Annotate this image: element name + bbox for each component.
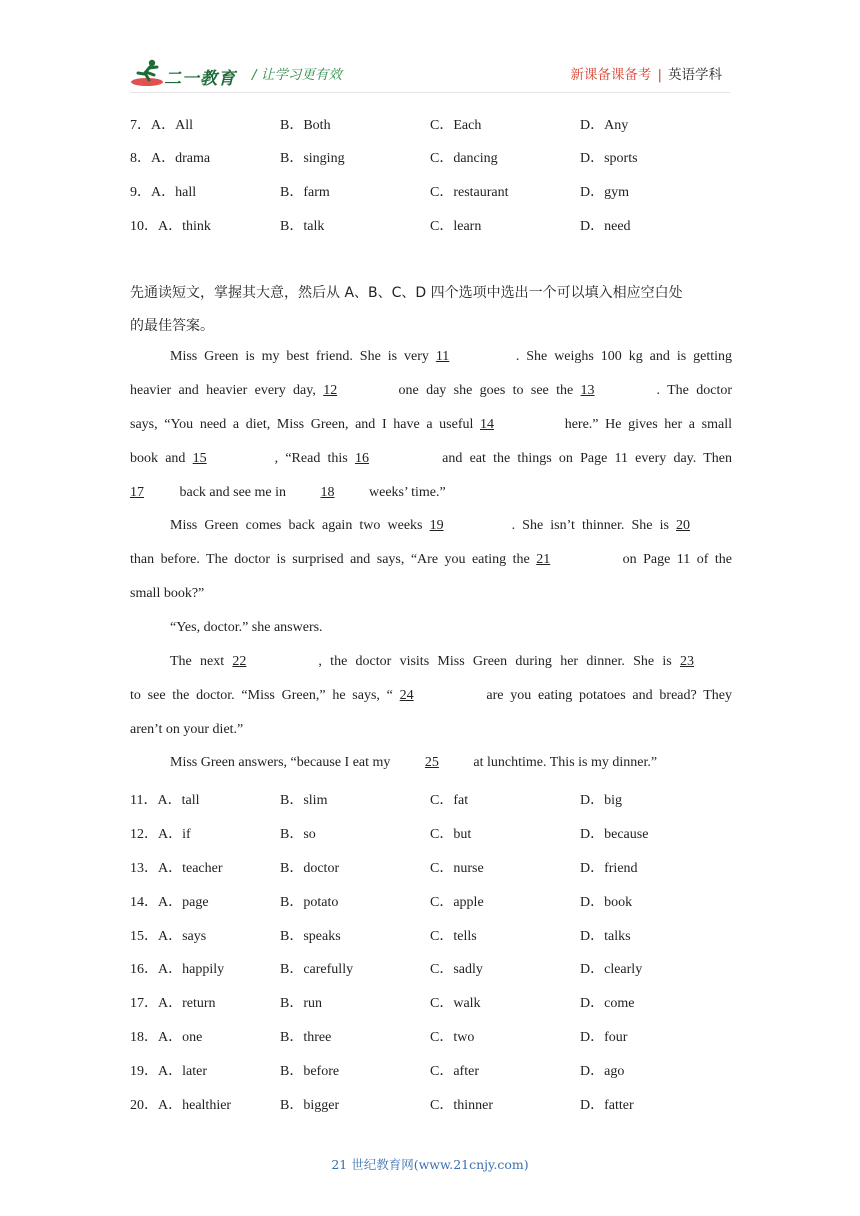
passage-text: on Page 11 of the	[616, 552, 732, 567]
passage-line: small book?”	[130, 586, 205, 601]
option-b: B．potato	[280, 895, 339, 910]
option-b: B．before	[280, 1064, 340, 1079]
option-c: C．Each	[430, 118, 482, 133]
passage-line	[130, 383, 732, 405]
option-d: D．ago	[580, 1064, 625, 1079]
slogan: / 让学习更有效	[252, 67, 342, 83]
option-b: B．run	[280, 996, 322, 1011]
passage-text: are you eating potatoes and bread? They	[479, 688, 732, 703]
option-row-18	[130, 1026, 750, 1046]
header-subject-label: 英语学科	[668, 67, 722, 83]
option-d: D．fatter	[580, 1098, 634, 1113]
option-a: 20．A．healthier	[130, 1098, 232, 1113]
option-c: C．thinner	[430, 1098, 493, 1113]
option-row-11	[130, 789, 750, 809]
option-c: C．tells	[430, 929, 477, 944]
option-row-8	[130, 147, 750, 167]
option-row-9	[130, 181, 750, 201]
passage-text: . She isn’t thinner. She is	[511, 518, 677, 533]
passage-text: weeks’ time.”	[365, 485, 446, 500]
passage-text: here.” He gives her a small	[558, 417, 732, 432]
option-b: B．singing	[280, 151, 345, 166]
instructions-line-1: 先通读短文，掌握其大意，然后从 A、B、C、D 四个选项中选出一个可以填入相应空白处	[130, 285, 683, 301]
option-b: B．bigger	[280, 1098, 340, 1113]
blank-19: 19	[429, 518, 444, 533]
blank-12: 12	[323, 383, 338, 398]
option-c: C．learn	[430, 219, 482, 234]
passage-text: to see the doctor. “Miss Green,” he says, “	[130, 688, 400, 703]
logo-text: 二一教育	[164, 69, 236, 89]
option-a: 16．A．happily	[130, 962, 225, 977]
passage-text: , the doctor visits Miss Green during her dinner. She is	[318, 654, 680, 669]
passage-text: than before. The doctor is surprised and says, “Are you eating the	[130, 552, 537, 567]
option-a: 19．A．later	[130, 1064, 207, 1079]
option-row-15	[130, 925, 750, 945]
passage-text: book and	[130, 451, 193, 466]
header-course-label: 新课备课备考	[570, 67, 652, 83]
option-a: 13．A．teacher	[130, 861, 223, 876]
option-b: B．carefully	[280, 962, 354, 977]
passage-text: Miss Green answers, “because I eat my	[170, 755, 394, 770]
passage-line	[130, 485, 732, 507]
passage-text: at lunchtime. This is my dinner.”	[469, 755, 658, 770]
option-d: D．four	[580, 1030, 628, 1045]
option-a: 11．A．tall	[130, 793, 200, 808]
passage-text: heavier and heavier every day,	[130, 383, 324, 398]
option-d: D．because	[580, 827, 649, 842]
passage-line: aren’t on your diet.”	[130, 722, 244, 737]
header-separator: |	[657, 67, 662, 83]
option-c: C．walk	[430, 996, 481, 1011]
passage-text: says, “You need a diet, Miss Green, and I have a useful	[130, 417, 481, 432]
option-a: 18．A．one	[130, 1030, 203, 1045]
option-a: 7．A．All	[130, 118, 193, 133]
option-d: D．big	[580, 793, 622, 808]
passage-text: Miss Green comes back again two weeks	[170, 518, 430, 533]
option-b: B．three	[280, 1030, 332, 1045]
option-a: 9．A．hall	[130, 185, 197, 200]
option-b: B．talk	[280, 219, 325, 234]
page-footer[interactable]: 21 世纪教育网(www.21cnjy.com)	[331, 1157, 529, 1172]
option-b: B．doctor	[280, 861, 340, 876]
option-b: B．so	[280, 827, 316, 842]
option-d: D．friend	[580, 861, 638, 876]
option-d: D．sports	[580, 151, 638, 166]
blank-23: 23	[679, 654, 694, 669]
option-row-14	[130, 891, 750, 911]
blank-22: 22	[232, 654, 247, 669]
option-row-10	[130, 215, 750, 235]
option-c: C．nurse	[430, 861, 484, 876]
blank-18: 18	[320, 485, 335, 500]
option-c: C．fat	[430, 793, 469, 808]
option-c: C．restaurant	[430, 185, 509, 200]
option-row-7	[130, 114, 750, 134]
passage-line	[130, 349, 732, 371]
option-a: 8．A．drama	[130, 151, 211, 166]
option-c: C．after	[430, 1064, 479, 1079]
option-d: D．clearly	[580, 962, 643, 977]
passage-text: back and see me in	[176, 485, 290, 500]
option-b: B．farm	[280, 185, 330, 200]
blank-15: 15	[192, 451, 207, 466]
blank-25: 25	[424, 755, 439, 770]
passage-line	[130, 654, 732, 676]
option-d: D．need	[580, 219, 631, 234]
option-row-13	[130, 857, 750, 877]
option-c: C．sadly	[430, 962, 483, 977]
passage-text: The next	[170, 654, 233, 669]
passage-text: Miss Green is my best friend. She is very	[170, 349, 436, 364]
option-d: D．talks	[580, 929, 631, 944]
blank-21: 21	[536, 552, 551, 567]
option-c: C．two	[430, 1030, 475, 1045]
option-b: B．Both	[280, 118, 331, 133]
instructions-line-2: 的最佳答案。	[130, 318, 214, 334]
option-a: 17．A．return	[130, 996, 216, 1011]
blank-11: 11	[435, 349, 450, 364]
runner-logo-icon	[130, 58, 164, 88]
option-d: D．book	[580, 895, 633, 910]
passage-line	[130, 688, 732, 710]
option-c: C．apple	[430, 895, 484, 910]
passage-line	[130, 518, 732, 540]
option-a: 15．A．says	[130, 929, 207, 944]
page-header	[130, 56, 730, 90]
passage-text: , “Read this	[274, 451, 355, 466]
passage-line	[130, 417, 732, 439]
option-row-16	[130, 958, 750, 978]
header-subject	[570, 63, 722, 83]
option-row-20	[130, 1094, 750, 1114]
option-b: B．speaks	[280, 929, 341, 944]
option-a: 14．A．page	[130, 895, 209, 910]
header-divider	[130, 92, 730, 93]
option-d: D．come	[580, 996, 635, 1011]
option-d: D．gym	[580, 185, 629, 200]
option-a: 10．A．think	[130, 219, 211, 234]
passage-text: . The doctor	[656, 383, 733, 398]
option-row-12	[130, 823, 750, 843]
option-a: 12．A．if	[130, 827, 191, 842]
passage-line	[130, 451, 732, 473]
option-row-17	[130, 992, 750, 1012]
blank-24: 24	[399, 688, 414, 703]
blank-20: 20	[676, 518, 691, 533]
blank-13: 13	[580, 383, 595, 398]
passage-line	[130, 755, 732, 777]
blank-14: 14	[480, 417, 495, 432]
option-d: D．Any	[580, 118, 629, 133]
blank-16: 16	[354, 451, 369, 466]
blank-17: 17	[130, 485, 144, 500]
passage-text: and eat the things on Page 11 every day. Then	[434, 451, 732, 466]
passage-text: . She weighs 100 kg and is getting	[515, 349, 732, 364]
option-c: C．dancing	[430, 151, 498, 166]
passage-text: one day she goes to see the	[391, 383, 581, 398]
passage-line	[130, 552, 732, 574]
passage-line: “Yes, doctor.” she answers.	[170, 620, 323, 635]
brand-logo	[130, 58, 240, 88]
option-c: C．but	[430, 827, 472, 842]
option-row-19	[130, 1060, 750, 1080]
option-b: B．slim	[280, 793, 328, 808]
